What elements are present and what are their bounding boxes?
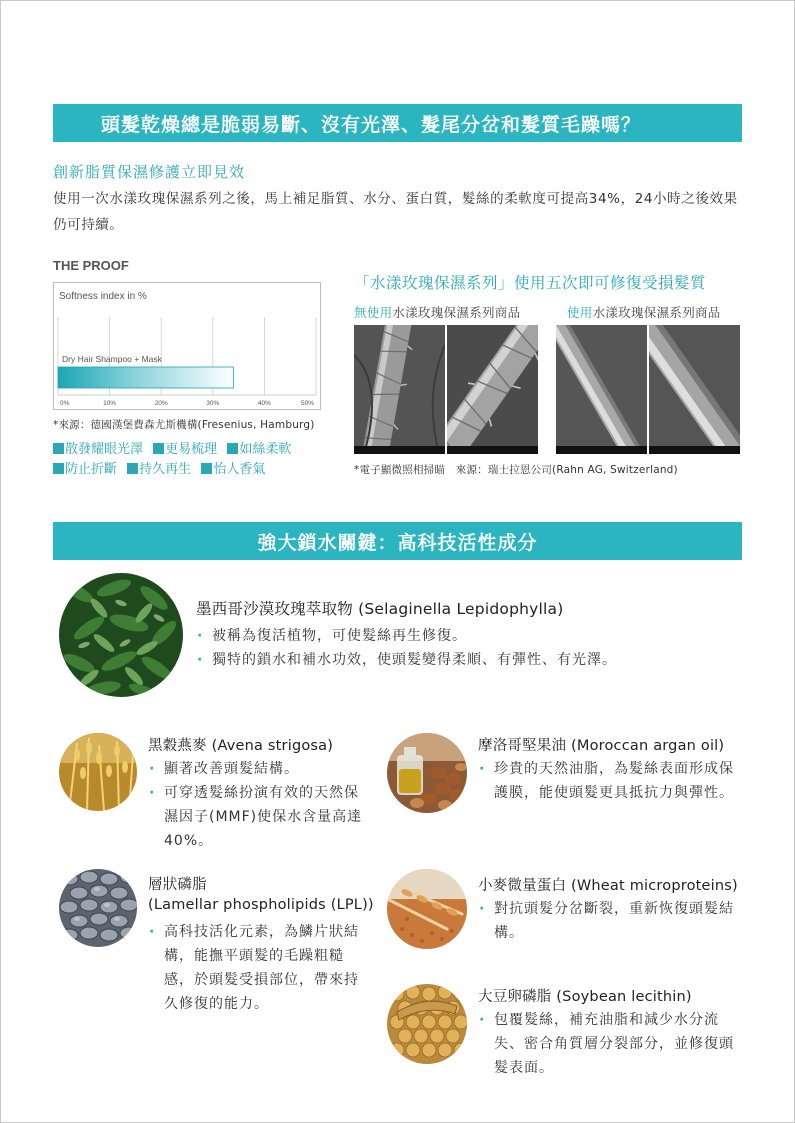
softness-chart-svg <box>54 283 320 409</box>
wheat-title: 小麥微量蛋白 (Wheat microproteins) <box>478 878 738 894</box>
sem-image-damaged-1 <box>354 325 445 454</box>
bullet-item: · 被稱為復活植物，可使髮絲再生修復。 <box>196 624 716 648</box>
chart-tick-label: 30% <box>206 400 220 407</box>
square-bullet-icon <box>201 463 212 474</box>
chart-bar <box>58 367 233 388</box>
square-bullet-icon <box>53 443 64 454</box>
chart-tick-label: 20% <box>154 400 168 407</box>
wheat-bullets <box>478 897 740 945</box>
chart-bars <box>58 367 233 388</box>
argan-title: 摩洛哥堅果油 (Moroccan argan oil) <box>478 738 725 754</box>
square-bullet-icon <box>153 443 164 454</box>
benefit-item: 怡人香氣 <box>201 460 265 480</box>
chart-tick-label: 40% <box>257 400 271 407</box>
softness-chart <box>53 282 321 410</box>
top-banner-text: 頭髮乾燥總是脆弱易斷、沒有光澤、髮尾分岔和髮質毛躁嗎？ <box>101 113 642 136</box>
selaginella-photo <box>59 573 183 697</box>
benefit-item: 持久再生 <box>127 460 191 480</box>
lamellar-bullets <box>148 920 368 1016</box>
chart-title: Softness index in % <box>59 291 147 302</box>
sem-image-damaged-2 <box>447 325 538 454</box>
lamellar-title-line2: (Lamellar phospholipids (LPL)) <box>148 897 374 913</box>
oat-title: 黑穀燕麥 (Avena strigosa) <box>148 738 334 754</box>
bullet-item: · 包覆髮絲，補充油脂和減少水分流失、密合角質層分裂部分，並修復頭髮表面。 <box>478 1008 740 1080</box>
benefit-item: 散發耀眼光澤 <box>53 440 143 460</box>
label-without-product: 無使用水漾玫瑰保濕系列商品 <box>354 305 521 320</box>
chart-tick-label: 10% <box>103 400 117 407</box>
benefits-list <box>53 440 297 480</box>
selaginella-title: 墨西哥沙漠玫瑰萃取物 (Selaginella Lepidophylla) <box>196 600 564 618</box>
oat-bullets <box>148 757 368 853</box>
benefits-row-1 <box>53 440 297 460</box>
chart-category-label: Dry Hair Shampoo + Mask <box>62 354 162 364</box>
benefit-item: 如絲柔軟 <box>227 440 291 460</box>
bullet-item: · 對抗頭髮分岔斷裂，重新恢復頭髮結構。 <box>478 897 740 945</box>
repair-title: 「水漾玫瑰保濕系列」使用五次即可修復受損髮質 <box>354 274 707 292</box>
ingredients-banner <box>53 522 742 560</box>
wheat-photo <box>387 869 467 949</box>
benefit-item: 更易梳理 <box>153 440 217 460</box>
oat-photo <box>59 733 137 811</box>
label-with-product: 使用水漾玫瑰保濕系列商品 <box>567 305 721 320</box>
benefits-row-2 <box>53 460 297 480</box>
ingredients-banner-text: 強大鎖水關鍵：高科技活性成分 <box>257 531 538 554</box>
square-bullet-icon <box>227 443 238 454</box>
bullet-item: · 珍貴的天然油脂，為髮絲表面形成保護膜，能使頭髮更具抵抗力與彈性。 <box>478 757 738 805</box>
soybean-bullets <box>478 1008 740 1080</box>
bullet-item: · 高科技活化元素，為鱗片狀結構，能撫平頭髮的毛躁粗糙感，於頭髮受損部位，帶來持久修復的能力。 <box>148 920 368 1016</box>
sem-source: *電子顯微照相掃瞄 來源：瑞士拉恩公司(Rahn AG, Switzerland) <box>354 464 678 476</box>
top-banner <box>53 104 742 142</box>
benefit-item: 防止折斷 <box>53 460 117 480</box>
bullet-item: · 可穿透髮絲扮演有效的天然保濕因子(MMF)使保水含量高達40%。 <box>148 781 368 853</box>
bullet-item: · 顯著改善頭髮結構。 <box>148 757 368 781</box>
soybean-title: 大豆卵磷脂 (Soybean lecithin) <box>478 989 692 1005</box>
argan-photo <box>387 733 467 813</box>
chart-tick-label: 50% <box>300 400 314 407</box>
chart-source: *來源：德國漢堡費森尤斯機構(Fresenius, Hamburg) <box>53 419 315 431</box>
intro-paragraph: 使用一次水漾玫瑰保濕系列之後，馬上補足脂質、水分、蛋白質，髮絲的柔軟度可提高34%，24小時之後效果仍可持續。 <box>53 191 738 233</box>
square-bullet-icon <box>127 463 138 474</box>
bullet-item: · 獨特的鎖水和補水功效，使頭髮變得柔順、有彈性、有光澤。 <box>196 648 716 672</box>
square-bullet-icon <box>53 463 64 474</box>
argan-bullets <box>478 757 738 805</box>
lamellar-photo <box>59 869 137 947</box>
lamellar-title-line1: 層狀磷脂 <box>148 877 207 893</box>
proof-title: THE PROOF <box>53 258 129 273</box>
selaginella-bullets <box>196 624 716 672</box>
chart-ticks <box>60 400 314 407</box>
soybean-photo <box>387 984 467 1064</box>
sem-image-repaired-2 <box>649 325 740 454</box>
chart-tick-label: 0% <box>60 400 70 407</box>
sem-image-repaired-1 <box>556 325 647 454</box>
subheading: 創新脂質保濕修護立即見效 <box>53 163 246 181</box>
